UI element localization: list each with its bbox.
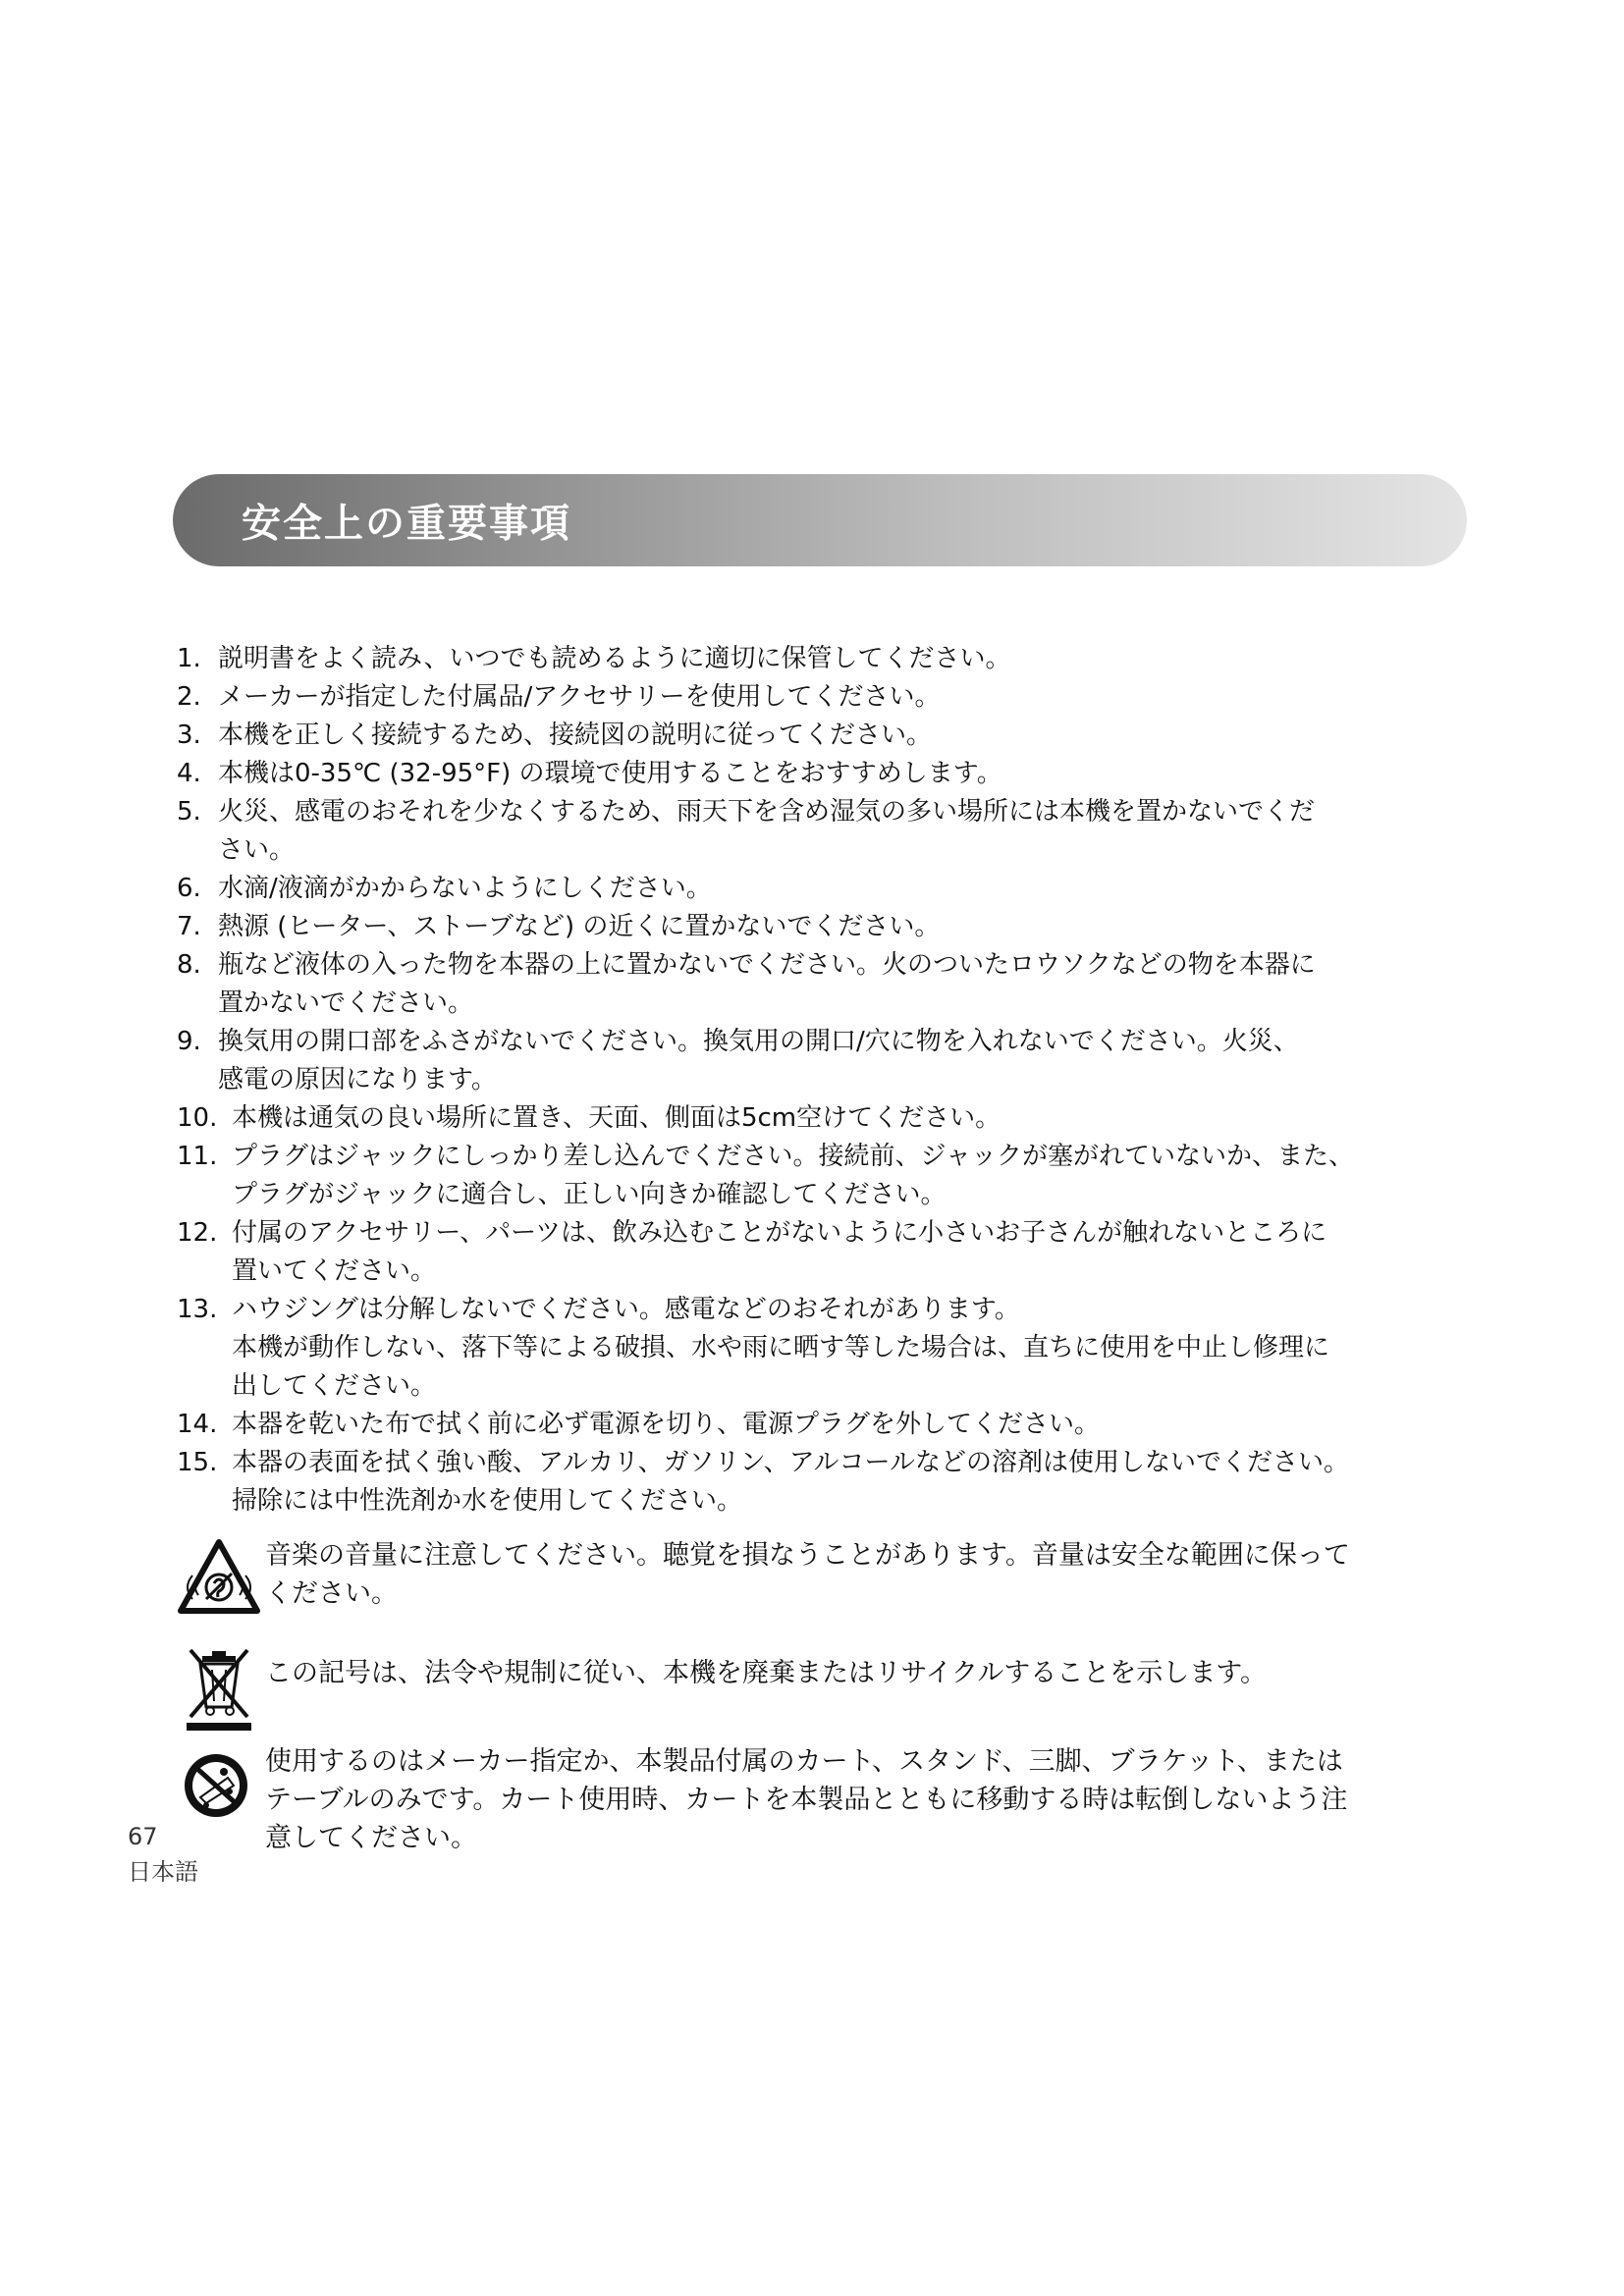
safety-list xyxy=(177,640,1453,1521)
item-text: 本機を正しく接続するため、接続図の説明に従ってください。 xyxy=(218,721,932,750)
list-item xyxy=(177,717,1453,755)
item-number: 11. xyxy=(177,1142,218,1171)
list-item xyxy=(177,1023,1453,1099)
item-number: 8. xyxy=(177,950,201,980)
item-number: 1. xyxy=(177,644,201,673)
list-item xyxy=(177,678,1453,717)
page-language: 日本語 xyxy=(128,1858,198,1886)
notice-text: 音楽の音量に注意してください。聴覚を損なうことがあります。音量は安全な範囲に保って ください。 xyxy=(265,1540,1350,1609)
item-number: 6. xyxy=(177,874,201,903)
item-text: 換気用の開口部をふさがないでください。換気用の開口/穴に物を入れないでください。火災、 感電の原因になります。 xyxy=(218,1027,1299,1095)
item-number: 7. xyxy=(177,912,201,941)
item-text: 火災、感電のおそれを少なくするため、雨天下を含め湿気の多い場所には本機を置かないでくだ さい。 xyxy=(218,797,1315,865)
item-number: 9. xyxy=(177,1027,201,1056)
item-text: 本器を乾いた布で拭く前に必ず電源を切り、電源プラグを外してください。 xyxy=(232,1410,1101,1439)
item-number: 5. xyxy=(177,797,201,827)
notice-cart xyxy=(177,1742,1453,1857)
list-item xyxy=(177,1214,1453,1291)
item-text: メーカーが指定した付属品/アクセサリーを使用してください。 xyxy=(218,682,941,712)
item-number: 3. xyxy=(177,721,201,750)
item-text: 付属のアクセサリー、パーツは、飲み込むことがないように小さいお子さんが触れないところに 置いてください。 xyxy=(232,1218,1327,1286)
item-number: 4. xyxy=(177,759,201,788)
list-item xyxy=(177,1444,1453,1521)
page-number: 67 xyxy=(128,1823,158,1850)
item-number: 2. xyxy=(177,682,201,712)
item-text: 水滴/液滴がかからないようにしください。 xyxy=(218,874,712,903)
notice-text: この記号は、法令や規制に従い、本機を廃棄またはリサイクルすることを示します。 xyxy=(265,1658,1268,1688)
list-item xyxy=(177,870,1453,908)
item-number: 15. xyxy=(177,1448,218,1477)
item-text: 瓶など液体の入った物を本器の上に置かないでください。火のついたロウソクなどの物を本器に 置かないでください。 xyxy=(218,950,1316,1018)
notice-hearing xyxy=(177,1536,1453,1621)
list-item xyxy=(177,908,1453,946)
section-heading: 安全上の重要事項 xyxy=(242,501,571,547)
weee-recycle-icon xyxy=(177,1634,261,1742)
list-item xyxy=(177,1138,1453,1214)
item-text: 本器の表面を拭く強い酸、アルカリ、ガソリン、アルコールなどの溶剤は使用しないでください。 掃除には中性洗剤か水を使用してください。 xyxy=(232,1448,1350,1516)
item-text: ハウジングは分解しないでください。感電などのおそれがあります。 本機が動作しない、落下等による破損、水や雨に晒す等した場合は、直ちに使用を中止し修理に 出してください。 xyxy=(232,1295,1330,1401)
notice-recycle xyxy=(177,1634,1453,1742)
item-number: 13. xyxy=(177,1295,218,1324)
item-number: 14. xyxy=(177,1410,218,1439)
list-item xyxy=(177,793,1453,870)
hearing-warning-icon xyxy=(177,1536,261,1621)
item-text: 説明書をよく読み、いつでも読めるように適切に保管してください。 xyxy=(218,644,1011,673)
item-number: 10. xyxy=(177,1103,218,1133)
cart-warning-icon xyxy=(177,1742,261,1827)
list-item xyxy=(177,1291,1453,1406)
section-heading-banner xyxy=(173,474,1467,566)
item-number: 12. xyxy=(177,1218,218,1248)
list-item xyxy=(177,1099,1453,1138)
notice-text: 使用するのはメーカー指定か、本製品付属のカート、スタンド、三脚、ブラケット、または テーブルのみです。カート使用時、カートを本製品とともに移動する時は転倒しないよう注 意してください。 xyxy=(265,1746,1348,1853)
item-text: 本機は0-35℃ (32-95°F) の環境で使用することをおすすめします。 xyxy=(218,759,1002,788)
list-item xyxy=(177,640,1453,678)
list-item xyxy=(177,946,1453,1023)
item-text: プラグはジャックにしっかり差し込んでください。接続前、ジャックが塞がれていないか、また、 プラグがジャックに適合し、正しい向きか確認してください。 xyxy=(232,1142,1354,1209)
list-item xyxy=(177,1406,1453,1444)
list-item xyxy=(177,755,1453,793)
item-text: 熱源 (ヒーター、ストーブなど) の近くに置かないでください。 xyxy=(218,912,941,941)
item-text: 本機は通気の良い場所に置き、天面、側面は5cm空けてください。 xyxy=(232,1103,1001,1133)
